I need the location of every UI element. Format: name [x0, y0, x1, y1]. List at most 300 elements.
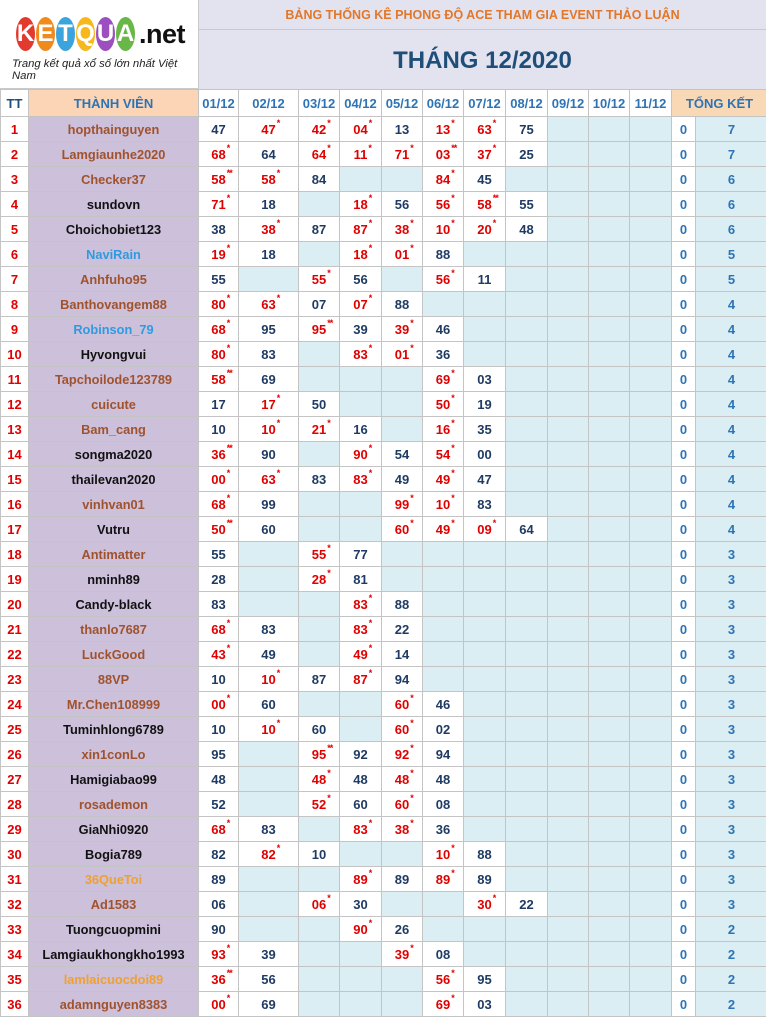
zero-count: 0 [672, 792, 696, 817]
member-name[interactable]: 36QueToi [29, 867, 199, 892]
number-value: 83 [261, 346, 276, 362]
member-name[interactable]: Hyvongvui [29, 342, 199, 367]
member-name[interactable]: Antimatter [29, 542, 199, 567]
number-value: 19 [477, 396, 492, 412]
zero-count: 0 [672, 292, 696, 317]
number-cell [239, 492, 299, 517]
number-value: 48 [519, 221, 534, 237]
member-name[interactable]: Lamgiaukhongkho1993 [29, 942, 199, 967]
number-value: 55 [211, 271, 226, 287]
hit-star-marker: * [451, 967, 454, 978]
empty-day-cell [630, 767, 672, 792]
empty-day-cell [548, 442, 589, 467]
number-cell [199, 417, 239, 442]
number-value: 83 [211, 596, 226, 612]
hit-number-cell [423, 417, 464, 442]
empty-day-cell [589, 467, 630, 492]
number-value: 95 ** [311, 317, 333, 337]
row-number: 27 [1, 767, 29, 792]
member-name[interactable]: Choichobiet123 [29, 217, 199, 242]
member-name[interactable]: thanlo7687 [29, 617, 199, 642]
empty-day-cell [506, 867, 548, 892]
number-cell [239, 317, 299, 342]
empty-day-cell [382, 542, 423, 567]
number-cell [506, 892, 548, 917]
empty-day-cell [340, 517, 382, 542]
total-score: 3 [696, 692, 766, 717]
empty-day-cell [506, 692, 548, 717]
hit-number-cell [382, 342, 423, 367]
table-row [1, 267, 766, 292]
table-body [1, 117, 766, 1017]
hit-number-cell [299, 267, 340, 292]
member-name[interactable]: thailevan2020 [29, 467, 199, 492]
member-name[interactable]: Anhfuho95 [29, 267, 199, 292]
empty-day-cell [423, 642, 464, 667]
hit-number-cell [423, 967, 464, 992]
hit-star-marker: * [492, 892, 496, 903]
zero-count: 0 [672, 417, 696, 442]
col-header-day: 01/12 [199, 90, 239, 117]
number-cell [199, 542, 239, 567]
member-name[interactable]: Ad1583 [29, 892, 199, 917]
empty-day-cell [548, 542, 589, 567]
number-cell [464, 267, 506, 292]
hit-number-cell [299, 742, 340, 767]
table-row [1, 142, 766, 167]
number-value: 52 * [311, 792, 330, 812]
hit-number-cell [199, 817, 239, 842]
table-row [1, 917, 766, 942]
number-value: 94 [394, 671, 410, 687]
member-name[interactable]: Hamigiabao99 [29, 767, 199, 792]
hit-star-marker: * [327, 267, 330, 278]
empty-day-cell [589, 317, 630, 342]
number-cell [423, 742, 464, 767]
empty-day-cell [239, 742, 299, 767]
row-number: 36 [1, 992, 29, 1017]
member-name[interactable]: vinhvan01 [29, 492, 199, 517]
row-number: 14 [1, 442, 29, 467]
member-name[interactable]: Tuongcuopmini [29, 917, 199, 942]
number-value: 30 * [477, 892, 496, 912]
empty-day-cell [630, 467, 672, 492]
col-header-day: 04/12 [340, 90, 382, 117]
number-cell [299, 167, 340, 192]
logo-letter: K [16, 17, 35, 51]
number-value: 38 * [394, 817, 413, 837]
hit-star-marker: * [327, 767, 330, 778]
col-header-day: 06/12 [423, 90, 464, 117]
empty-day-cell [382, 567, 423, 592]
member-name[interactable]: rosademon [29, 792, 199, 817]
empty-day-cell [589, 442, 630, 467]
number-value: 95 ** [311, 742, 333, 762]
empty-day-cell [548, 492, 589, 517]
member-name[interactable]: Tapchoilode123789 [29, 367, 199, 392]
number-value: 02 [435, 721, 451, 737]
number-value: 60 [311, 721, 327, 737]
empty-day-cell [589, 417, 630, 442]
table-row [1, 592, 766, 617]
number-cell [239, 192, 299, 217]
hit-number-cell [199, 142, 239, 167]
number-value: 93 * [211, 942, 230, 962]
empty-day-cell [548, 117, 589, 142]
number-value: 49 * [435, 467, 454, 487]
number-value: 48 * [394, 767, 413, 787]
total-score: 6 [696, 217, 766, 242]
total-score: 4 [696, 367, 766, 392]
number-value: 58 ** [211, 367, 232, 387]
empty-day-cell [423, 292, 464, 317]
hit-number-cell [340, 342, 382, 367]
total-score: 4 [696, 517, 766, 542]
number-value: 56 * [435, 192, 454, 212]
empty-day-cell [548, 367, 589, 392]
number-value: 08 [435, 946, 451, 962]
empty-day-cell [548, 717, 589, 742]
empty-day-cell [548, 992, 589, 1017]
hit-number-cell [199, 617, 239, 642]
hit-number-cell [382, 692, 423, 717]
number-value: 92 * [394, 742, 413, 762]
hit-number-cell [299, 892, 340, 917]
page-title: BẢNG THỐNG KÊ PHONG ĐỘ ACE THAM GIA EVENT THẢO LUẬN [199, 0, 766, 30]
number-cell [239, 817, 299, 842]
number-cell [299, 292, 340, 317]
number-value: 80 * [211, 292, 230, 312]
number-cell [199, 917, 239, 942]
number-value: 10 [311, 846, 327, 862]
logo-letter: A [116, 17, 135, 51]
row-number: 20 [1, 592, 29, 617]
row-number: 28 [1, 792, 29, 817]
hit-number-cell [423, 167, 464, 192]
empty-day-cell [548, 917, 589, 942]
number-value: 90 [261, 446, 276, 462]
number-value: 03 ** [435, 142, 457, 162]
total-score: 3 [696, 842, 766, 867]
hit-star-marker: ** [226, 367, 232, 378]
member-name[interactable]: Candy-black [29, 592, 199, 617]
col-header-member: THÀNH VIÊN [29, 90, 199, 117]
hit-star-marker: * [368, 867, 372, 878]
zero-count: 0 [672, 617, 696, 642]
total-score: 4 [696, 392, 766, 417]
member-name[interactable]: songma2020 [29, 442, 199, 467]
number-value: 58 ** [477, 192, 498, 212]
hit-number-cell [464, 892, 506, 917]
number-value: 83 [261, 621, 276, 637]
empty-day-cell [630, 367, 672, 392]
table-row [1, 542, 766, 567]
member-name[interactable]: lamlaicuocdoi89 [29, 967, 199, 992]
empty-day-cell [630, 617, 672, 642]
empty-day-cell [239, 892, 299, 917]
number-value: 68 * [211, 492, 230, 512]
empty-day-cell [299, 642, 340, 667]
empty-day-cell [299, 592, 340, 617]
hit-number-cell [382, 517, 423, 542]
empty-day-cell [548, 242, 589, 267]
hit-star-marker: ** [327, 317, 333, 328]
empty-day-cell [589, 567, 630, 592]
member-name[interactable]: Bam_cang [29, 417, 199, 442]
empty-day-cell [464, 292, 506, 317]
number-cell [464, 467, 506, 492]
hit-number-cell [340, 817, 382, 842]
empty-day-cell [589, 892, 630, 917]
member-name[interactable]: Banthovangem88 [29, 292, 199, 317]
empty-day-cell [464, 642, 506, 667]
empty-day-cell [548, 517, 589, 542]
table-row [1, 717, 766, 742]
number-value: 55 * [311, 267, 330, 287]
row-number: 5 [1, 217, 29, 242]
member-name[interactable]: GiaNhi0920 [29, 817, 199, 842]
number-value: 92 [353, 746, 368, 762]
empty-day-cell [340, 692, 382, 717]
col-header-day: 11/12 [630, 90, 672, 117]
table-row [1, 667, 766, 692]
number-cell [423, 817, 464, 842]
hit-star-marker: * [451, 442, 454, 453]
number-value: 00 * [211, 992, 230, 1012]
empty-day-cell [589, 967, 630, 992]
number-cell [239, 242, 299, 267]
number-value: 03 [477, 371, 492, 387]
number-cell [199, 392, 239, 417]
number-value: 47 [211, 121, 226, 137]
empty-day-cell [506, 267, 548, 292]
zero-count: 0 [672, 667, 696, 692]
ketqua-logo[interactable] [0, 0, 199, 89]
empty-day-cell [340, 367, 382, 392]
empty-day-cell [630, 542, 672, 567]
hit-star-marker: * [226, 192, 230, 203]
member-name[interactable]: Bogia789 [29, 842, 199, 867]
hit-number-cell [464, 217, 506, 242]
empty-day-cell [630, 217, 672, 242]
hit-number-cell [423, 492, 464, 517]
empty-day-cell [506, 292, 548, 317]
hit-star-marker: * [276, 217, 280, 228]
table-row [1, 492, 766, 517]
number-cell [340, 267, 382, 292]
total-score: 3 [696, 817, 766, 842]
empty-day-cell [548, 817, 589, 842]
hit-star-marker: * [410, 342, 413, 353]
col-header-day: 02/12 [239, 90, 299, 117]
empty-day-cell [506, 617, 548, 642]
total-score: 3 [696, 867, 766, 892]
number-value: 36 ** [211, 442, 232, 462]
empty-day-cell [630, 267, 672, 292]
table-row [1, 692, 766, 717]
empty-day-cell [630, 717, 672, 742]
empty-day-cell [589, 342, 630, 367]
number-value: 83 * [353, 592, 372, 612]
zero-count: 0 [672, 967, 696, 992]
hit-number-cell [199, 192, 239, 217]
member-name[interactable]: hopthainguyen [29, 117, 199, 142]
member-name[interactable]: Robinson_79 [29, 317, 199, 342]
number-cell [423, 792, 464, 817]
member-name[interactable]: xin1conLo [29, 742, 199, 767]
number-cell [382, 617, 423, 642]
number-cell [239, 617, 299, 642]
row-number: 8 [1, 292, 29, 317]
member-name[interactable]: Mr.Chen108999 [29, 692, 199, 717]
empty-day-cell [630, 342, 672, 367]
number-value: 00 * [211, 692, 230, 712]
number-value: 60 * [394, 717, 413, 737]
empty-day-cell [630, 517, 672, 542]
number-value: 36 [435, 346, 451, 362]
total-score: 4 [696, 467, 766, 492]
empty-day-cell [630, 567, 672, 592]
number-value: 07 * [353, 292, 372, 312]
col-header-day: 08/12 [506, 90, 548, 117]
hit-number-cell [340, 242, 382, 267]
number-value: 56 [261, 971, 276, 987]
hit-star-marker: * [492, 217, 496, 228]
number-cell [199, 792, 239, 817]
member-name[interactable]: adamnguyen8383 [29, 992, 199, 1017]
row-number: 18 [1, 542, 29, 567]
number-cell [340, 567, 382, 592]
number-cell [199, 767, 239, 792]
empty-day-cell [423, 892, 464, 917]
table-row [1, 367, 766, 392]
member-name[interactable]: nminh89 [29, 567, 199, 592]
hit-number-cell [199, 167, 239, 192]
hit-star-marker: * [368, 467, 372, 478]
member-name[interactable]: 88VP [29, 667, 199, 692]
member-name[interactable]: NaviRain [29, 242, 199, 267]
empty-day-cell [239, 867, 299, 892]
number-value: 22 [519, 896, 534, 912]
empty-day-cell [506, 817, 548, 842]
number-value: 56 * [435, 267, 454, 287]
hit-star-marker: * [451, 192, 454, 203]
number-value: 10 * [435, 492, 454, 512]
hit-number-cell [423, 192, 464, 217]
member-name[interactable]: Lamgiaunhe2020 [29, 142, 199, 167]
number-value: 55 [211, 546, 226, 562]
hit-star-marker: * [451, 517, 454, 528]
empty-day-cell [464, 942, 506, 967]
member-name[interactable]: cuicute [29, 392, 199, 417]
row-number: 15 [1, 467, 29, 492]
member-name[interactable]: LuckGood [29, 642, 199, 667]
hit-star-marker: * [368, 217, 372, 228]
empty-day-cell [589, 367, 630, 392]
hit-number-cell [382, 742, 423, 767]
zero-count: 0 [672, 217, 696, 242]
row-number: 31 [1, 867, 29, 892]
hit-number-cell [340, 642, 382, 667]
hit-star-marker: * [451, 417, 454, 428]
col-header-total: TỔNG KẾT [672, 90, 766, 117]
empty-day-cell [548, 217, 589, 242]
total-score: 3 [696, 567, 766, 592]
number-value: 36 ** [211, 967, 232, 987]
empty-day-cell [589, 817, 630, 842]
empty-day-cell [506, 767, 548, 792]
hit-number-cell [340, 292, 382, 317]
total-score: 6 [696, 192, 766, 217]
member-name[interactable]: Tuminhlong6789 [29, 717, 199, 742]
empty-day-cell [589, 167, 630, 192]
empty-day-cell [382, 167, 423, 192]
member-name[interactable]: Checker37 [29, 167, 199, 192]
hit-star-marker: * [451, 992, 454, 1003]
hit-star-marker: * [368, 667, 372, 678]
empty-day-cell [548, 667, 589, 692]
hit-number-cell [382, 717, 423, 742]
zero-count: 0 [672, 442, 696, 467]
number-value: 03 [477, 996, 492, 1012]
empty-day-cell [548, 942, 589, 967]
number-value: 01 * [394, 242, 413, 262]
hit-number-cell [239, 117, 299, 142]
hit-star-marker: * [451, 842, 454, 853]
empty-day-cell [239, 267, 299, 292]
number-value: 88 [435, 246, 451, 262]
number-value: 10 * [435, 217, 454, 237]
row-number: 2 [1, 142, 29, 167]
number-value: 90 * [353, 917, 372, 937]
empty-day-cell [464, 617, 506, 642]
month-title: THÁNG 12/2020 [199, 30, 766, 89]
number-value: 48 * [311, 767, 330, 787]
number-value: 42 * [311, 117, 330, 137]
empty-day-cell [340, 492, 382, 517]
hit-number-cell [382, 317, 423, 342]
number-value: 06 [211, 896, 226, 912]
row-number: 13 [1, 417, 29, 442]
hit-number-cell [299, 792, 340, 817]
number-value: 09 * [477, 517, 496, 537]
empty-day-cell [589, 267, 630, 292]
empty-day-cell [589, 917, 630, 942]
empty-day-cell [548, 792, 589, 817]
number-value: 69 * [435, 992, 454, 1012]
empty-day-cell [299, 617, 340, 642]
zero-count: 0 [672, 917, 696, 942]
number-value: 11 * [353, 142, 371, 162]
number-cell [506, 117, 548, 142]
number-value: 48 [211, 771, 226, 787]
empty-day-cell [239, 542, 299, 567]
empty-day-cell [506, 592, 548, 617]
member-name[interactable]: Vutru [29, 517, 199, 542]
empty-day-cell [548, 392, 589, 417]
empty-day-cell [464, 767, 506, 792]
member-name[interactable]: sundovn [29, 192, 199, 217]
number-cell [423, 717, 464, 742]
number-value: 64 [519, 521, 534, 537]
hit-number-cell [340, 442, 382, 467]
number-cell [464, 392, 506, 417]
zero-count: 0 [672, 692, 696, 717]
hit-star-marker: * [226, 467, 230, 478]
number-value: 07 [311, 296, 327, 312]
hit-star-marker: ** [492, 192, 498, 203]
table-row [1, 242, 766, 267]
